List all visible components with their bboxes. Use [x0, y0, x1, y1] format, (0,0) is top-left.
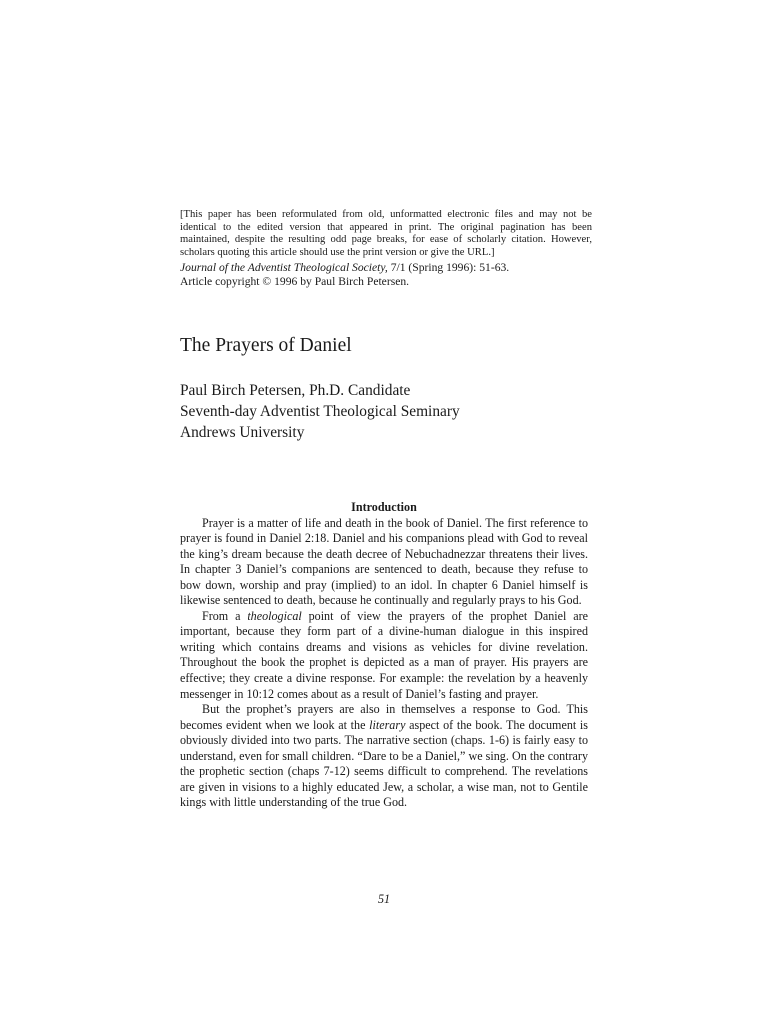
journal-citation	[180, 261, 600, 275]
paragraph-1: Prayer is a matter of life and death in the book of Daniel. The first reference to prayer is found in Daniel 2:18. Daniel and his companions plead with God to reveal the king’s dream because the death decree of Nebuchadnezzar threatens their lives. In chapter 3 Daniel’s companions are sentenced to death, because they refuse to bow down, worship and pray (implied) to an idol. In chapter 6 Daniel himself is likewise sentenced to death, because he continually and regularly prays to his God.	[180, 515, 588, 608]
author-university: Andrews University	[180, 424, 305, 441]
paragraph-2-text-b: point of view the prayers of the prophet Daniel are important, because they form part of a divine-human dialogue in this inspired writing which contains dreams and visions as vehicles for divine revelation. Throughout the book the prophet is depicted as a man of prayer. His prayers are effective; they create a divine response. For example: the revelation by a heavenly messenger in 10:12 comes about as a result of Daniel’s fasting and prayer.	[180, 608, 588, 701]
paragraph-3	[180, 702, 588, 811]
page-number: 51	[377, 892, 391, 906]
citation-block	[180, 261, 600, 289]
paragraph-3-emphasis: literary	[369, 717, 406, 732]
section-heading: Introduction	[351, 500, 417, 514]
paragraph-2	[180, 609, 588, 702]
paragraph-3-text-a: But the prophet’s prayers are also in themselves a response to God. This becomes evident when we look at the	[180, 702, 588, 732]
paragraph-2-text-a: From a	[202, 608, 248, 623]
article-body	[180, 500, 588, 811]
journal-name: Journal of the Adventist Theological Society,	[180, 261, 388, 274]
author-name: Paul Birch Petersen, Ph.D. Candidate	[180, 382, 411, 399]
paragraph-3-text-b: aspect of the book. The document is obviously divided into two parts. The narrative section (chaps. 1-6) is fairly easy to understand, even for small children. “Dare to be a Daniel,” we sing. On the contrary the prophetic section (chaps 7-12) seems difficult to comprehend. The revelations are given in visions to a highly educated Jew, a scholar, a wise man, not to Gentile kings with little understanding of the true God.	[180, 717, 588, 810]
journal-issue: 7/1 (Spring 1996): 51-63.	[387, 261, 510, 274]
author-block	[180, 380, 600, 443]
article-title: The Prayers of Daniel	[180, 335, 352, 356]
reformulation-note: [This paper has been reformulated from old, unformatted electronic files and may not be identical to the edited version that appeared in print. The original pagination has been maintained, despite the resulting odd page breaks, for ease of scholarly citation. However, scholars quoting this article should use the print version or give the URL.]	[180, 209, 592, 259]
author-institution: Seventh-day Adventist Theological Seminary	[180, 403, 460, 420]
copyright-line: Article copyright © 1996 by Paul Birch Petersen.	[180, 275, 410, 289]
paragraph-2-emphasis: theological	[247, 608, 302, 623]
